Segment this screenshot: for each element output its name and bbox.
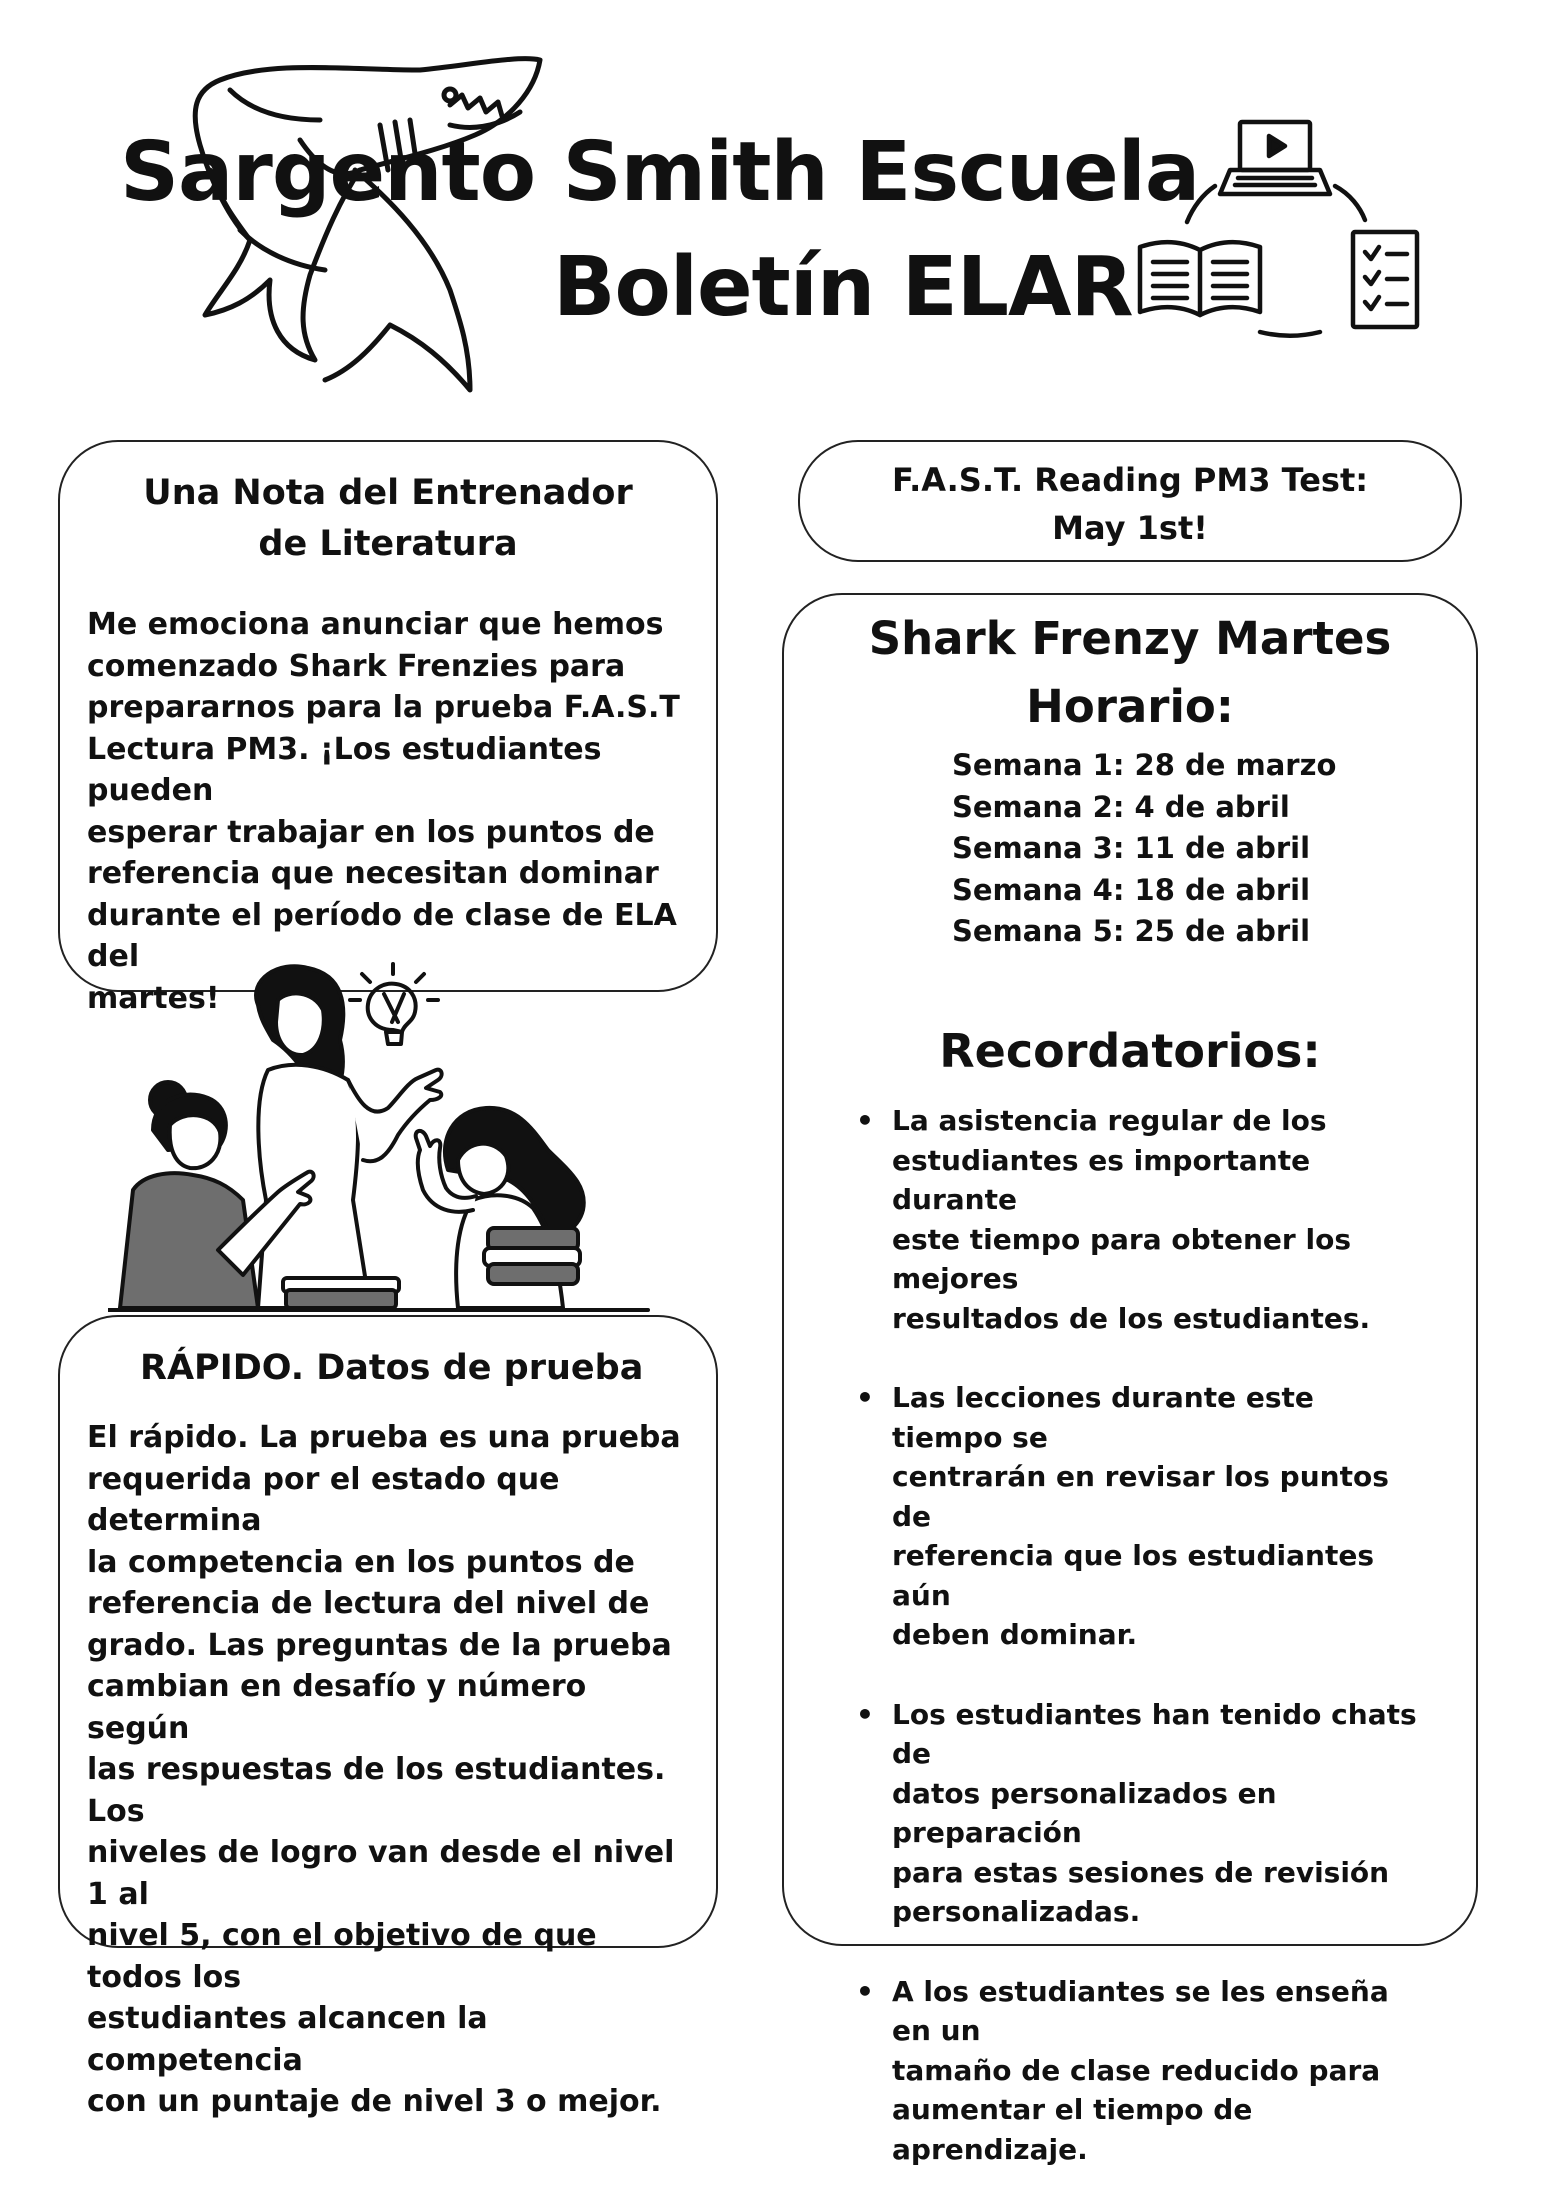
lightbulb-icon: [350, 964, 438, 1044]
literacy-coach-note-heading: Una Nota del Entrenador de Literatura: [143, 473, 633, 564]
schedule-list: [952, 745, 1336, 953]
shark-mascot-illustration: [150, 50, 550, 410]
reminder-item: • La asistencia regular de los estudiantes es importante durante este tiempo para obtener los mejores resultados de los estudiantes.: [856, 1101, 1426, 1338]
schedule-item: Semana 1: 28 de marzo: [952, 748, 1337, 782]
literacy-coach-note-box: [58, 440, 718, 1016]
fast-test-date-text: F.A.S.T. Reading PM3 Test: May 1st!: [891, 461, 1369, 547]
book-icon: [1140, 242, 1260, 315]
teacher-students-illustration: [108, 960, 668, 1322]
schedule-item: Semana 5: 25 de abril: [952, 914, 1311, 948]
literacy-coach-note-text: Me emociona anunciar que hemos comenzado Shark Frenzies para prepararnos para la prueba F.A.S.T Lectura PM3. ¡Los estudiantes pueden esperar trabajar en los puntos de referencia que necesitan dominar durante el período de clase de ELA del martes!: [87, 607, 680, 1016]
learning-cycle-icons: [1135, 112, 1435, 342]
test-data-text: El rápido. La prueba es una prueba requerida por el estado que determina la competencia en los puntos de referencia de lectura del nivel de grado. Las preguntas de la prueba cambian en desafío y número según las respuestas de los estudiantes. Los niveles de logro van desde el nivel 1 al nivel 5, con el objetivo de que todos los estudiantes alcancen la competencia con un puntaje de nivel 3 o mejor.: [87, 1420, 681, 2119]
reminder-item: • Los estudiantes han tenido chats de datos personalizados en preparación para estas sesiones de revisión personalizadas.: [856, 1695, 1426, 1932]
laptop-icon: [1220, 122, 1330, 194]
reminders-heading: Recordatorios:: [939, 1024, 1321, 1078]
schedule-item: Semana 2: 4 de abril: [952, 789, 1290, 824]
shark-frenzy-heading: Shark Frenzy Martes Horario:: [868, 612, 1392, 733]
test-data-box: [58, 1315, 718, 2119]
reminders-list: [856, 1101, 1426, 2209]
checklist-icon: [1353, 232, 1417, 327]
schedule-item: Semana 3: 11 de abril: [952, 831, 1311, 865]
fast-test-date-box: [798, 440, 1462, 562]
test-data-heading: RÁPIDO. Datos de prueba: [140, 1348, 644, 1388]
newsletter-title-line1: Sargento Smith Escuela: [120, 125, 1200, 220]
reminder-item: • Las lecciones durante este tiempo se centrarán en revisar los puntos de referencia que los estudiantes aún deben dominar.: [856, 1378, 1426, 1655]
reminder-item: • A los estudiantes se les enseña en un tamaño de clase reducido para aumentar el tiempo de aprendizaje.: [856, 1972, 1426, 2170]
schedule-item: Semana 4: 18 de abril: [952, 872, 1311, 907]
shark-frenzy-schedule-box: [782, 593, 1478, 2166]
newsletter-title-line2: Boletín ELAR: [553, 240, 1133, 335]
